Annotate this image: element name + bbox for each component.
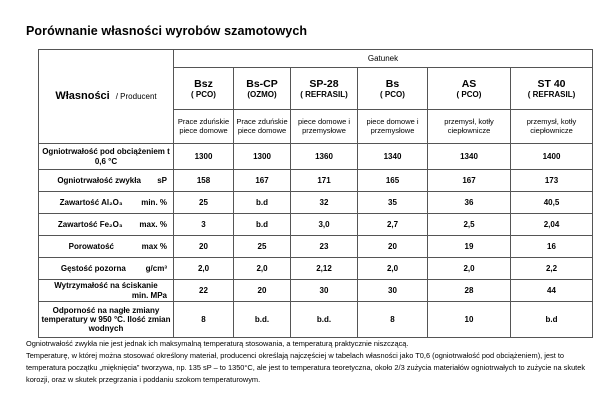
table-cell: 2,0 bbox=[174, 258, 234, 280]
table-cell: 2,0 bbox=[358, 258, 428, 280]
row-label-cell bbox=[39, 236, 174, 258]
table-cell: 171 bbox=[291, 170, 358, 192]
product-uses: Prace zduńskie piece domowe bbox=[234, 110, 291, 144]
row-unit: sP bbox=[157, 175, 167, 185]
table-cell: b.d bbox=[511, 302, 593, 338]
row-label-cell bbox=[39, 192, 174, 214]
row-label-cell bbox=[39, 214, 174, 236]
row-label-cell bbox=[39, 170, 174, 192]
notes bbox=[26, 338, 586, 386]
row-unit: min. % bbox=[141, 197, 167, 207]
table-cell: b.d bbox=[234, 214, 291, 236]
table-cell: 158 bbox=[174, 170, 234, 192]
table-row bbox=[39, 280, 593, 302]
note-paragraph: Temperaturę, w której można stosować określony materiał, producenci określają najczęściej w tabelach własności jako T0,6 (ogniotrwałość pod obciążeniem), jest to temperatura początku „mięknięcia” tworzywa, np. 135 sP – to 1350°C, ale jest to temperatura teoretyczna, około 2/3 zużycia materiałów ogniotrwałych to zużycie na skutek korozji, oraz w skutek przegrzania i poddaniu szokom temperaturowym. bbox=[26, 351, 586, 384]
table-row bbox=[39, 192, 593, 214]
table-row bbox=[39, 170, 593, 192]
table-cell: 1300 bbox=[174, 144, 234, 170]
table-row bbox=[39, 258, 593, 280]
property-header-cell bbox=[39, 50, 174, 144]
properties-table bbox=[38, 49, 593, 338]
row-label-cell bbox=[39, 280, 174, 302]
product-header: SP-28 ( REFRASIL) bbox=[291, 68, 358, 110]
table-cell: 20 bbox=[174, 236, 234, 258]
row-label: Ogniotrwałość pod obciążeniem t 0,6 °C bbox=[39, 144, 174, 170]
product-header: ST 40 ( REFRASIL) bbox=[511, 68, 593, 110]
table-cell: 25 bbox=[234, 236, 291, 258]
table-row bbox=[39, 144, 593, 170]
product-uses: przemysł, kotły ciepłownicze bbox=[511, 110, 593, 144]
producer-header: / Producent bbox=[115, 92, 157, 102]
table-cell: 2,7 bbox=[358, 214, 428, 236]
table-cell: 8 bbox=[174, 302, 234, 338]
table-cell: b.d. bbox=[291, 302, 358, 338]
table-cell: 44 bbox=[511, 280, 593, 302]
product-uses: Prace zduńskie piece domowe bbox=[174, 110, 234, 144]
table-cell: 2,0 bbox=[428, 258, 511, 280]
table-cell: 173 bbox=[511, 170, 593, 192]
product-header: Bsz ( PCO) bbox=[174, 68, 234, 110]
row-unit: max % bbox=[141, 241, 167, 251]
product-header: Bs-CP (OZMO) bbox=[234, 68, 291, 110]
property-header: Własności bbox=[55, 90, 110, 103]
table-cell: 36 bbox=[428, 192, 511, 214]
row-label-cell bbox=[39, 258, 174, 280]
table-cell: 1400 bbox=[511, 144, 593, 170]
table-cell: 1340 bbox=[358, 144, 428, 170]
table-cell: 167 bbox=[234, 170, 291, 192]
table-cell: 20 bbox=[358, 236, 428, 258]
table-cell: 16 bbox=[511, 236, 593, 258]
row-unit: max. % bbox=[139, 219, 167, 229]
table-cell: 30 bbox=[358, 280, 428, 302]
table-cell: 2,0 bbox=[234, 258, 291, 280]
row-label: Ogniotrwałość zwykła bbox=[57, 175, 141, 185]
table-cell: 1300 bbox=[234, 144, 291, 170]
table-cell: 30 bbox=[291, 280, 358, 302]
table-cell: 19 bbox=[428, 236, 511, 258]
page-title: Porównanie własności wyrobów szamotowych bbox=[26, 24, 308, 38]
table-cell: 22 bbox=[174, 280, 234, 302]
table-cell: 8 bbox=[358, 302, 428, 338]
table-cell: 35 bbox=[358, 192, 428, 214]
table-row bbox=[39, 236, 593, 258]
table-row bbox=[39, 302, 593, 338]
table-cell: 1360 bbox=[291, 144, 358, 170]
table-cell: 25 bbox=[174, 192, 234, 214]
table-cell: 2,04 bbox=[511, 214, 593, 236]
row-label: Porowatość bbox=[68, 241, 114, 251]
note-paragraph: Ogniotrwałość zwykła nie jest jednak ich maksymalną temperaturą stosowania, a temperaturą praktycznie niszczącą. bbox=[26, 339, 409, 348]
table-cell: 3,0 bbox=[291, 214, 358, 236]
product-header: Bs ( PCO) bbox=[358, 68, 428, 110]
table-cell: 28 bbox=[428, 280, 511, 302]
row-label: Wytrzymałość na ściskanie bbox=[54, 281, 158, 291]
product-uses: piece domowe i przemysłowe bbox=[291, 110, 358, 144]
product-uses: przemysł, kotły ciepłownicze bbox=[428, 110, 511, 144]
table-cell: 167 bbox=[428, 170, 511, 192]
table-cell: 165 bbox=[358, 170, 428, 192]
row-label: Zawartość Al₂O₃ bbox=[59, 197, 123, 207]
table-cell: 20 bbox=[234, 280, 291, 302]
table-cell: 2,12 bbox=[291, 258, 358, 280]
table-cell: 23 bbox=[291, 236, 358, 258]
row-label: Gęstość pozorna bbox=[60, 263, 126, 273]
row-label: Zawartość Fe₂O₃ bbox=[57, 219, 123, 229]
table-cell: 10 bbox=[428, 302, 511, 338]
table-cell: b.d bbox=[234, 192, 291, 214]
product-uses: piece domowe i przemysłowe bbox=[358, 110, 428, 144]
row-label: Odporność na nagłe zmiany temperatury w 950 °C. Ilość zmian wodnych bbox=[39, 302, 174, 338]
table-cell: 40,5 bbox=[511, 192, 593, 214]
row-unit: min. MPa bbox=[131, 290, 167, 300]
product-header: AS ( PCO) bbox=[428, 68, 511, 110]
table-cell: b.d. bbox=[234, 302, 291, 338]
gatunek-header: Gatunek bbox=[174, 50, 593, 68]
table-cell: 32 bbox=[291, 192, 358, 214]
table-cell: 2,2 bbox=[511, 258, 593, 280]
table-row bbox=[39, 214, 593, 236]
table-cell: 3 bbox=[174, 214, 234, 236]
table-cell: 2,5 bbox=[428, 214, 511, 236]
table-cell: 1340 bbox=[428, 144, 511, 170]
row-unit: g/cm³ bbox=[145, 263, 167, 273]
